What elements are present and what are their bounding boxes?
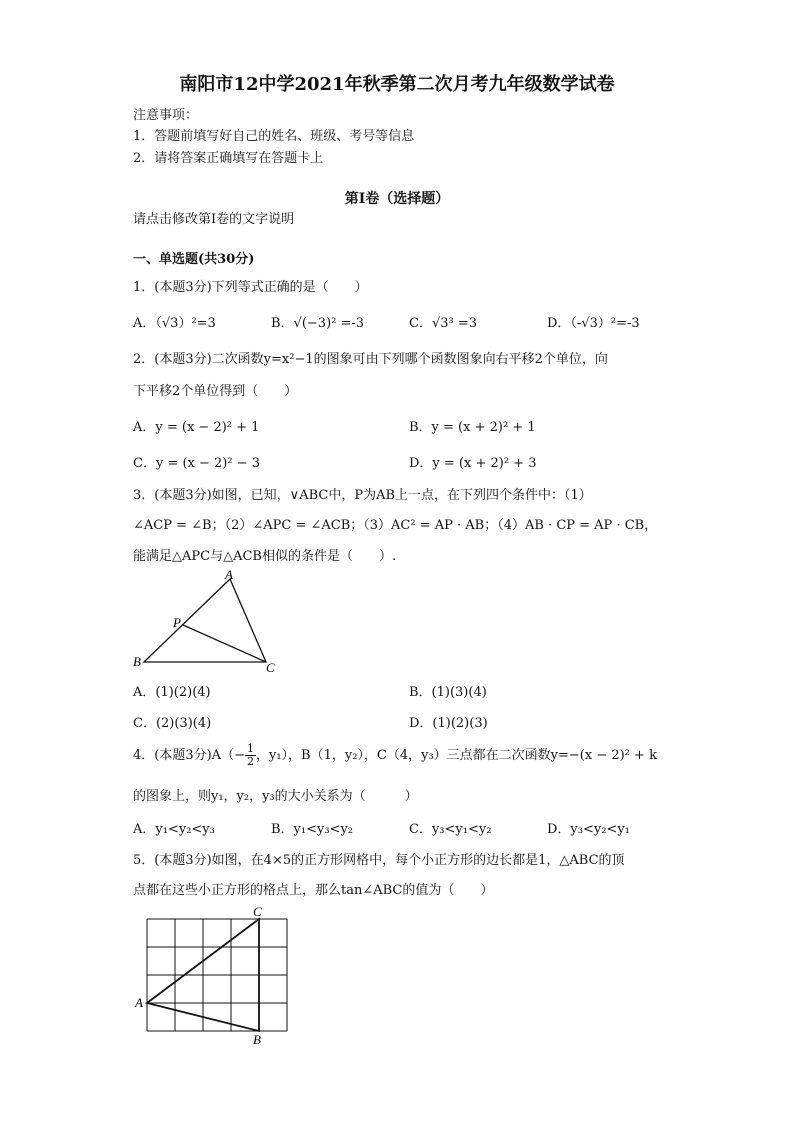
- point-label-p: P: [173, 615, 181, 630]
- q3-option-b: B．(1)(3)(4): [409, 685, 487, 700]
- fraction-denominator: 2: [246, 755, 254, 768]
- q5-stem-line1: 5．(本题3分)如图，在4×5的正方形网格中，每个小正方形的边长都是1，△ABC的顶: [133, 853, 625, 868]
- q1-stem: 1．(本题3分)下列等式正确的是（ ）: [133, 280, 368, 295]
- q3-triangle-figure: [130, 566, 290, 678]
- q1-option-a: A．（√3）²=3: [133, 316, 216, 331]
- part1-title: 第I卷（选择题）: [344, 191, 450, 207]
- q4-option-d: D．y₃<y₂<y₁: [547, 822, 630, 837]
- q3-option-d: D．(1)(2)(3): [409, 716, 488, 731]
- q5-grid-figure: [132, 902, 302, 1048]
- q4-option-a: A．y₁<y₂<y₃: [133, 822, 215, 837]
- q1-option-b: B．√(−3)² =-3: [271, 316, 365, 331]
- vertex-label-a: A: [135, 995, 143, 1010]
- q4-stem-post: ，y₁），B（1，y₂），C（4，y₃）三点都在二次函数y=−(x − 2)² + k: [255, 748, 657, 763]
- q4-option-c: C．y₃<y₁<y₂: [409, 822, 492, 837]
- q4-stem-line1: [133, 743, 657, 768]
- q2-option-d: D．y = (x + 2)² + 3: [409, 456, 537, 471]
- section1-title: 一、单选题(共30分): [133, 252, 255, 267]
- q3-stem-line3: 能满足△APC与△ACB相似的条件是（ ）.: [133, 549, 397, 564]
- fraction-one-half: [245, 743, 256, 768]
- q3-stem-line1: 3．(本题3分)如图，已知，∨ABC中，P为AB上一点，在下列四个条件中：（1）: [133, 488, 592, 503]
- q4-stem-pre: 4．(本题3分)A（−: [133, 748, 245, 763]
- q2-option-c: C．y = (x − 2)² − 3: [133, 456, 260, 471]
- notes-item-2: 2．请将答案正确填写在答题卡上: [133, 151, 324, 166]
- q2-option-a: A．y = (x − 2)² + 1: [133, 420, 260, 435]
- fraction-numerator: 1: [246, 742, 254, 755]
- q3-option-a: A．(1)(2)(4): [133, 685, 211, 700]
- q1-option-d: D．（-√3）²=-3: [547, 316, 640, 331]
- vertex-label-b: B: [253, 1032, 261, 1047]
- q3-option-c: C．(2)(3)(4): [133, 716, 212, 731]
- q3-stem-line2: ∠ACP = ∠B；（2）∠APC = ∠ACB；（3）AC² = AP · AB；（4）AB · CP = AP · CB，: [133, 518, 658, 533]
- notes-heading: 注意事项：: [133, 108, 199, 123]
- notes-item-1: 1．答题前填写好自己的姓名、班级、考号等信息: [133, 129, 415, 144]
- q4-stem-line2: 的图象上，则y₁，y₂，y₃的大小关系为（ ）: [133, 789, 418, 804]
- square-grid: [147, 919, 287, 1031]
- q2-stem-line1: 2．(本题3分)二次函数y=x²−1的图象可由下列哪个函数图象向右平移2个单位，向: [133, 352, 608, 367]
- q2-stem-line2: 下平移2个单位得到（ ）: [133, 384, 298, 399]
- q5-stem-line2: 点都在这些小正方形的格点上，那么tan∠ABC的值为（ ）: [133, 883, 494, 898]
- vertex-label-c: C: [266, 660, 275, 675]
- page-title: 南阳市12中学2021年秋季第二次月考九年级数学试卷: [179, 74, 615, 95]
- q2-option-b: B．y = (x + 2)² + 1: [409, 420, 536, 435]
- part1-desc: 请点击修改第I卷的文字说明: [133, 212, 295, 227]
- segment-pc: [183, 625, 266, 662]
- vertex-label-a: A: [225, 567, 233, 582]
- vertex-label-b: B: [133, 654, 141, 669]
- triangle-abc: [144, 579, 266, 662]
- q4-option-b: B．y₁<y₃<y₂: [271, 822, 354, 837]
- q1-option-c: C．√3³ =3: [409, 316, 478, 331]
- vertex-label-c: C: [253, 904, 262, 919]
